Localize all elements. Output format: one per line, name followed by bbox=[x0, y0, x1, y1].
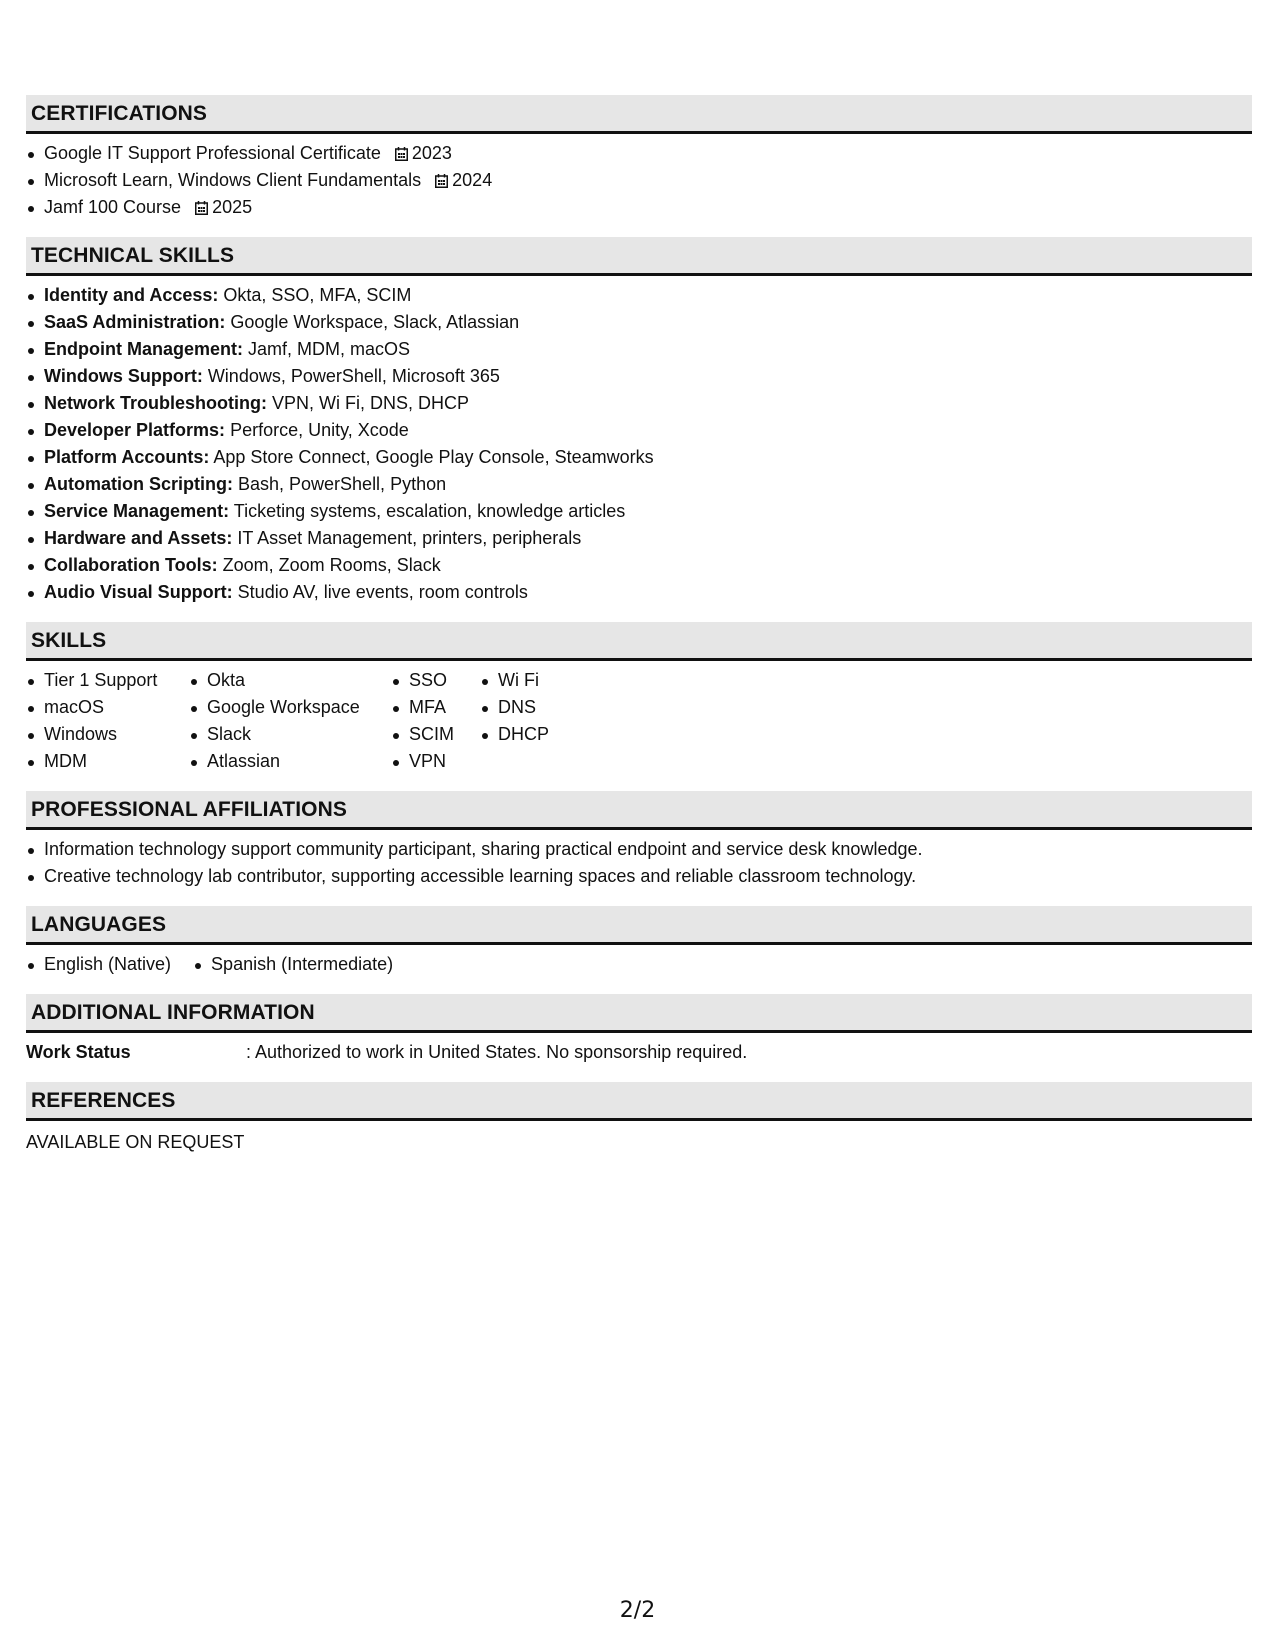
certification-year: 2024 bbox=[452, 170, 493, 190]
list-item: SCIM bbox=[391, 721, 480, 748]
skill-category: Audio Visual Support: bbox=[44, 582, 233, 602]
certification-name: Microsoft Learn, Windows Client Fundamentals bbox=[44, 170, 422, 190]
skill-category: Windows Support: bbox=[44, 366, 203, 386]
list-item: Creative technology lab contributor, supporting accessible learning spaces and reliable classroom technology. bbox=[26, 863, 1252, 890]
list-item bbox=[26, 471, 1252, 498]
list-item: Spanish (Intermediate) bbox=[193, 951, 393, 978]
skill-values: Studio AV, live events, room controls bbox=[232, 582, 528, 602]
list-item: DNS bbox=[480, 694, 580, 721]
list-item bbox=[26, 194, 1252, 221]
skill-values: Ticketing systems, escalation, knowledge articles bbox=[229, 501, 626, 521]
certification-year: 2025 bbox=[212, 197, 253, 217]
certifications-list bbox=[26, 140, 1252, 221]
work-status-row bbox=[26, 1039, 1252, 1066]
list-item: Tier 1 Support bbox=[26, 667, 189, 694]
list-item: macOS bbox=[26, 694, 189, 721]
affiliations-list bbox=[26, 836, 1252, 890]
section-heading: LANGUAGES bbox=[26, 906, 1252, 945]
list-item: Information technology support community participant, sharing practical endpoint and service desk knowledge. bbox=[26, 836, 1252, 863]
skill-category: Endpoint Management: bbox=[44, 339, 243, 359]
skill-category: Automation Scripting: bbox=[44, 474, 233, 494]
list-item: MFA bbox=[391, 694, 480, 721]
languages-section bbox=[26, 906, 1252, 978]
skill-values: IT Asset Management, printers, peripherals bbox=[232, 528, 582, 548]
list-item: English (Native) bbox=[26, 951, 171, 978]
skill-category: Developer Platforms: bbox=[44, 420, 226, 440]
skills-column bbox=[480, 667, 580, 775]
list-item: SSO bbox=[391, 667, 480, 694]
skill-values: Perforce, Unity, Xcode bbox=[225, 420, 409, 440]
list-item: Slack bbox=[189, 721, 391, 748]
technical-skills-list bbox=[26, 282, 1252, 606]
section-heading: SKILLS bbox=[26, 622, 1252, 661]
affiliations-section bbox=[26, 791, 1252, 890]
list-item bbox=[26, 417, 1252, 444]
list-item: Google Workspace bbox=[189, 694, 391, 721]
list-item: Windows bbox=[26, 721, 189, 748]
calendar-icon bbox=[395, 147, 408, 161]
certification-name: Jamf 100 Course bbox=[44, 197, 182, 217]
skill-category: Hardware and Assets: bbox=[44, 528, 233, 548]
list-item bbox=[26, 390, 1252, 417]
list-item bbox=[26, 444, 1252, 471]
work-status-label: Work Status bbox=[26, 1042, 131, 1062]
section-heading: CERTIFICATIONS bbox=[26, 95, 1252, 134]
list-item bbox=[26, 309, 1252, 336]
work-status-value: : Authorized to work in United States. No sponsorship required. bbox=[246, 1042, 748, 1062]
skill-values: Zoom, Zoom Rooms, Slack bbox=[217, 555, 441, 575]
skills-columns bbox=[26, 667, 1252, 775]
list-item bbox=[26, 525, 1252, 552]
skill-values: Okta, SSO, MFA, SCIM bbox=[218, 285, 412, 305]
certification-name: Google IT Support Professional Certificate bbox=[44, 143, 381, 163]
calendar-icon bbox=[195, 201, 208, 215]
skill-values: Jamf, MDM, macOS bbox=[243, 339, 411, 359]
skills-column bbox=[189, 667, 391, 775]
list-item bbox=[26, 579, 1252, 606]
list-item bbox=[26, 498, 1252, 525]
section-heading: TECHNICAL SKILLS bbox=[26, 237, 1252, 276]
list-item: Atlassian bbox=[189, 748, 391, 775]
section-heading: REFERENCES bbox=[26, 1082, 1252, 1121]
skill-category: Service Management: bbox=[44, 501, 230, 521]
references-text: AVAILABLE ON REQUEST bbox=[26, 1132, 245, 1152]
languages-list bbox=[26, 951, 1252, 978]
additional-info-section bbox=[26, 994, 1252, 1066]
list-item: Okta bbox=[189, 667, 391, 694]
skill-category: Identity and Access: bbox=[44, 285, 219, 305]
page-number: 2/2 bbox=[619, 1598, 656, 1623]
certifications-section bbox=[26, 95, 1252, 221]
list-item bbox=[26, 140, 1252, 167]
skills-column bbox=[391, 667, 480, 775]
skill-values: Bash, PowerShell, Python bbox=[232, 474, 447, 494]
list-item bbox=[26, 552, 1252, 579]
list-item bbox=[26, 363, 1252, 390]
references-section bbox=[26, 1082, 1252, 1156]
skill-category: Network Troubleshooting: bbox=[44, 393, 267, 413]
list-item: Wi Fi bbox=[480, 667, 580, 694]
skill-values: Windows, PowerShell, Microsoft 365 bbox=[202, 366, 500, 386]
skill-category: Platform Accounts: bbox=[44, 447, 210, 467]
skill-category: Collaboration Tools: bbox=[44, 555, 218, 575]
skill-values: VPN, Wi Fi, DNS, DHCP bbox=[267, 393, 470, 413]
calendar-icon bbox=[435, 174, 448, 188]
skills-section bbox=[26, 622, 1252, 775]
skill-category: SaaS Administration: bbox=[44, 312, 226, 332]
list-item bbox=[26, 282, 1252, 309]
certification-year: 2023 bbox=[411, 143, 452, 163]
skills-column bbox=[26, 667, 189, 775]
section-heading: PROFESSIONAL AFFILIATIONS bbox=[26, 791, 1252, 830]
skill-values: Google Workspace, Slack, Atlassian bbox=[225, 312, 520, 332]
resume-page bbox=[26, 95, 1252, 1172]
list-item bbox=[26, 336, 1252, 363]
section-heading: ADDITIONAL INFORMATION bbox=[26, 994, 1252, 1033]
list-item bbox=[26, 167, 1252, 194]
skill-values: App Store Connect, Google Play Console, Steamworks bbox=[209, 447, 654, 467]
list-item: DHCP bbox=[480, 721, 580, 748]
list-item: VPN bbox=[391, 748, 480, 775]
list-item: MDM bbox=[26, 748, 189, 775]
technical-skills-section bbox=[26, 237, 1252, 606]
